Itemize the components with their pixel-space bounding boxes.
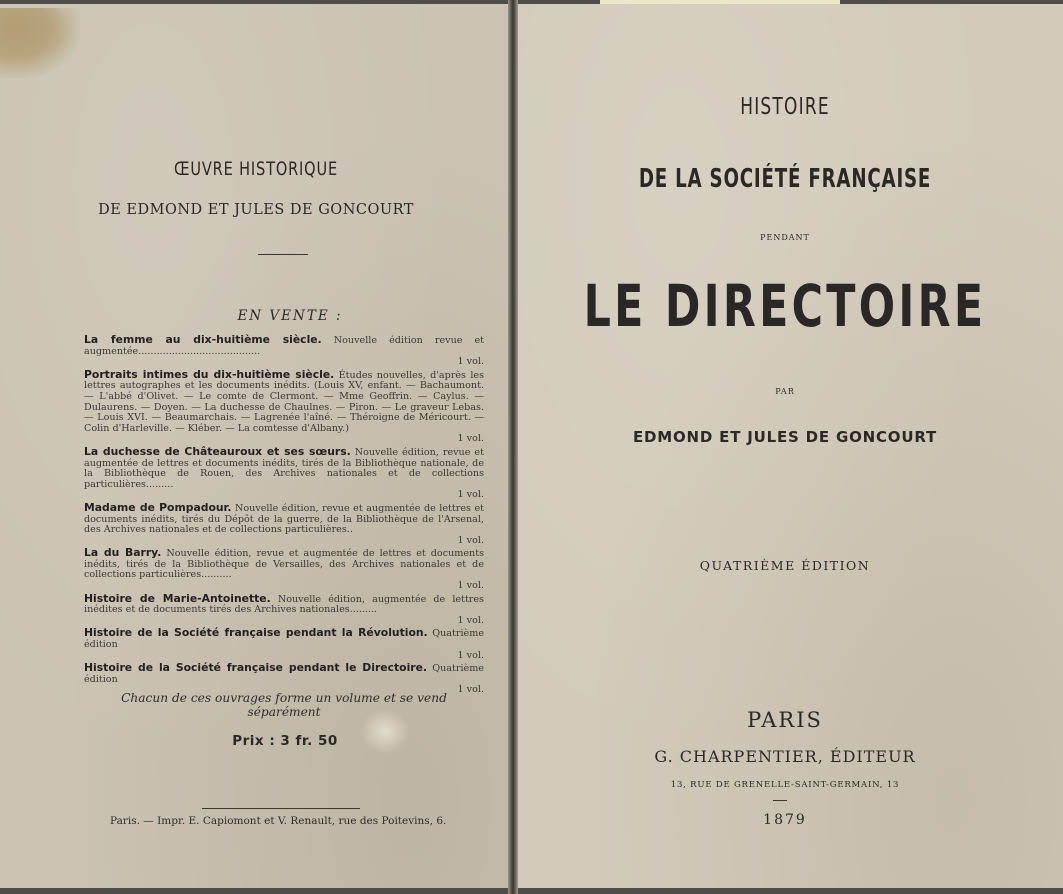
entry-title: La duchesse de Châteauroux et ses sœurs. <box>84 444 351 458</box>
catalog-entry <box>84 444 484 501</box>
entry-description: Quatrième édition <box>84 628 484 651</box>
title-par: PAR <box>775 387 795 396</box>
catalog-entry <box>84 628 484 661</box>
entry-title: Histoire de la Société française pendant le Directoire. <box>84 661 428 675</box>
entry-title: Histoire de la Société française pendant la Révolution. <box>84 626 428 640</box>
entry-volume: 1 vol. <box>457 684 484 696</box>
entry-volume: 1 vol. <box>457 356 484 368</box>
divider <box>773 800 787 801</box>
entry-description: Études nouvelles, d'après les lettres autographes et les documents inédits. (Louis XV, enfant. — Bachaumont. — L'abbé d'Olivet. — Le comte de Clermont. — Mme Geoffrin. — Caylus. — Dulaurens. — Doyen. — La duchesse de Chaulnes. — Piron. — Le graveur Lebas. — Louis XVI. — Beaumarchais. — Lagrenée l'aîné. — Théroigne de Méricourt. — Colin d'Harleville. — Kléber. — La comtesse d'Albany.) <box>84 369 484 434</box>
catalog-list <box>84 335 484 698</box>
entry-description: Nouvelle édition revue et augmentée........................................ <box>84 335 485 357</box>
entry-description: Nouvelle édition, revue et augmentée de lettres et documents inédits, tirés du Dépôt de la guerre, de la Bibliothèque de l'Arsenal, des Archives nationales et de collections particulières.. <box>84 502 484 536</box>
entry-description: Nouvelle édition, revue et augmentée de lettres et documents inédits, tirés de la Bibliothèque de Versailles, des Archives nationales et de collections particulières.......... <box>84 548 484 581</box>
printer-imprint: Paris. — Impr. E. Capiomont et V. Renault, rue des Poitevins, 6. <box>110 815 447 827</box>
catalog-entry <box>84 500 484 546</box>
entry-volume: 1 vol. <box>457 489 484 501</box>
entry-description: Nouvelle édition, augmentée de lettres inédites et de documents tirés des Archives nationales......... <box>84 593 484 616</box>
publisher-address: 13, RUE DE GRENELLE-SAINT-GERMAIN, 13 <box>670 780 900 790</box>
main-title: LE DIRECTOIRE <box>583 272 987 340</box>
entry-volume: 1 vol. <box>457 580 484 592</box>
edition: QUATRIÈME ÉDITION <box>699 558 871 573</box>
entry-title: Histoire de Marie-Antoinette. <box>84 591 271 605</box>
catalog-entry <box>84 367 484 445</box>
year: 1879 <box>763 812 807 828</box>
divider <box>202 808 360 809</box>
entry-description: Nouvelle édition, revue et augmentée de lettres et documents inédits, tirés de la Bibliothèque nationale, de la Bibliothèque de Rouen, des Archives nationales et de collections particulières......... <box>84 446 484 490</box>
catalog-entry <box>84 335 484 368</box>
title-line-histoire: HISTOIRE <box>740 94 830 120</box>
title-pendant: PENDANT <box>760 233 810 242</box>
catalog-entry <box>84 591 484 627</box>
catalog-entry <box>84 548 484 591</box>
entry-title: La du Barry. <box>84 546 162 560</box>
entry-volume: 1 vol. <box>457 534 484 546</box>
divider <box>258 254 308 255</box>
title-line-societe: DE LA SOCIÉTÉ FRANÇAISE <box>638 164 932 194</box>
entry-description: Quatrième édition <box>84 663 484 685</box>
oeuvre-subtitle: DE EDMOND ET JULES DE GONCOURT <box>98 202 414 218</box>
city: PARIS <box>747 708 823 732</box>
series-note: Chacun de ces ouvrages forme un volume et se vend séparément <box>121 691 447 719</box>
entry-title: La femme au dix-huitième siècle. <box>84 333 322 346</box>
publisher: G. CHARPENTIER, ÉDITEUR <box>654 747 916 766</box>
page-tear-stain <box>0 8 80 78</box>
oeuvre-title: ŒUVRE HISTORIQUE <box>174 158 338 180</box>
entry-title: Madame de Pompadour. <box>84 500 232 514</box>
entry-volume: 1 vol. <box>457 614 484 626</box>
entry-volume: 1 vol. <box>457 649 484 661</box>
entry-volume: 1 vol. <box>457 433 484 445</box>
en-vente-heading: EN VENTE : <box>237 308 343 324</box>
price: Prix : 3 fr. 50 <box>232 733 338 749</box>
authors: EDMOND ET JULES DE GONCOURT <box>632 428 938 446</box>
entry-title: Portraits intimes du dix-huitième siècle. <box>84 367 335 381</box>
